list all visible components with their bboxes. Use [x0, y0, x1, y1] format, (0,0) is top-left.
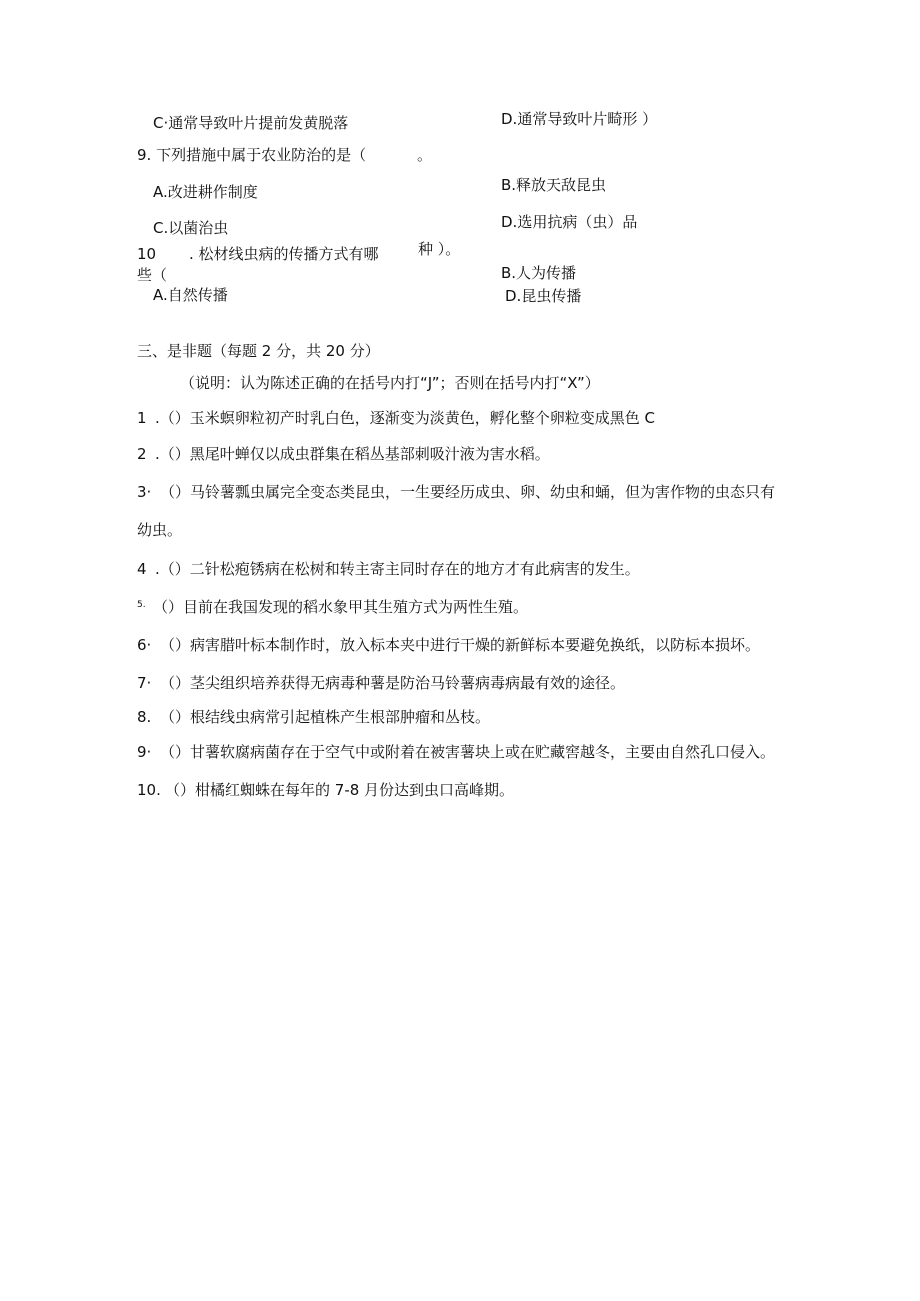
- option-c: C·通常导致叶片提前发黄脱落: [153, 114, 349, 132]
- question-10-stem-cont: 些（: [137, 266, 168, 284]
- section-3-note: （说明：认为陈述正确的在括号内打“J”；否则在括号内打“X”）: [180, 374, 600, 392]
- question-9-stem-end: 。: [417, 146, 433, 164]
- section-3-title: 三、是非题（每题 2 分，共 20 分）: [137, 342, 380, 360]
- tf-item-number: 2: [137, 445, 147, 463]
- question-10-option-d: D.昆虫传播: [505, 287, 582, 305]
- tf-item-text: （）甘薯软腐病菌存在于空气中或附着在被害薯块上或在贮藏窖越冬，主要由自然孔口侵入。: [160, 743, 776, 761]
- tf-item-number: 4: [137, 560, 147, 578]
- tf-item-number: 3·: [137, 483, 152, 501]
- tf-item-text: .（）玉米螟卵粒初产时乳白色，逐渐变为淡黄色，孵化整个卵粒变成黑色 C: [155, 409, 656, 427]
- question-10-option-a: A.自然传播: [153, 286, 228, 304]
- tf-item-number: 10.: [137, 781, 161, 799]
- tf-item-number: 9·: [137, 743, 152, 761]
- tf-item-text: （）目前在我国发现的稻水象甲其生殖方式为两性生殖。: [153, 598, 529, 616]
- question-9-option-d-cont: 种 ）。: [418, 240, 461, 258]
- tf-item-text: （）茎尖组织培养获得无病毒种薯是防治马铃薯病毒病最有效的途径。: [160, 674, 626, 692]
- question-9-option-a: A.改进耕作制度: [153, 183, 258, 201]
- tf-item-text: （）病害腊叶标本制作时，放入标本夹中进行干燥的新鲜标本要避免换纸，以防标本损坏。: [160, 636, 761, 654]
- question-10-stem: . 松材线虫病的传播方式有哪: [189, 245, 379, 263]
- option-d: D.通常导致叶片畸形 ）: [501, 110, 658, 128]
- tf-item-text: （）柑橘红蜘蛛在每年的 7-8 月份达到虫口高峰期。: [165, 781, 515, 799]
- tf-item-number: 5.: [137, 600, 146, 610]
- question-9-option-b: B.释放天敌昆虫: [501, 176, 607, 194]
- tf-item-text: .（）二针松疱锈病在松树和转主寄主同时存在的地方才有此病害的发生。: [155, 560, 640, 578]
- tf-item-number: 7·: [137, 674, 152, 692]
- question-10-option-b: B.人为传播: [501, 264, 577, 282]
- question-9-option-d: D.选用抗病（虫）品: [501, 213, 638, 231]
- tf-item-text: .（）黑尾叶蝉仅以成虫群集在稻丛基部刺吸汁液为害水稻。: [155, 445, 550, 463]
- tf-item-number: 8.: [137, 708, 152, 726]
- tf-item-text: 幼虫。: [137, 521, 183, 539]
- tf-item-text: （）根结线虫病常引起植株产生根部肿瘤和丛枝。: [160, 708, 491, 726]
- tf-item-number: 1: [137, 409, 147, 427]
- tf-item-text: （）马铃薯瓢虫属完全变态类昆虫，一生要经历成虫、卵、幼虫和蛹，但为害作物的虫态只有: [160, 483, 776, 501]
- question-10-number: 10: [137, 245, 157, 263]
- tf-item-number: 6·: [137, 636, 152, 654]
- question-9-option-c: C.以菌治虫: [153, 219, 229, 237]
- question-9-stem: 9. 下列措施中属于农业防治的是（: [137, 146, 367, 164]
